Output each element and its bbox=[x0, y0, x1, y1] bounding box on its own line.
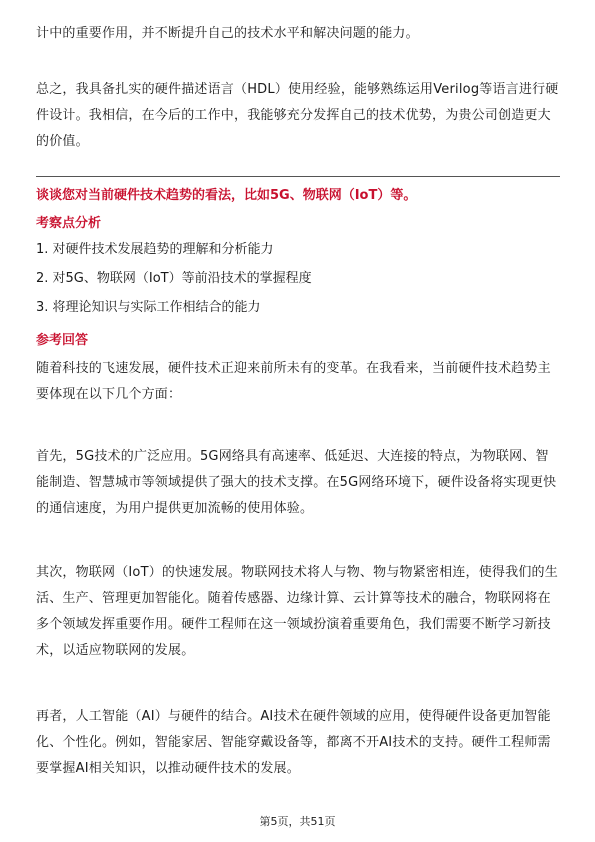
analysis-point-1: 1. 对硬件技术发展趋势的理解和分析能力 bbox=[36, 242, 274, 257]
answer-paragraph-1: 随着科技的飞速发展，硬件技术正迎来前所未有的变革。在我看来，当前硬件技术趋势主要体现在以下几个方面： bbox=[36, 361, 551, 402]
interview-question: 谈谈您对当前硬件技术趋势的看法，比如5G、物联网（IoT）等。 bbox=[36, 188, 417, 203]
summary-paragraph: 总之，我具备扎实的硬件描述语言（HDL）使用经验，能够熟练运用Verilog等语言进行硬件设计。我相信，在今后的工作中，我能够充分发挥自己的技术优势，为贵公司创造更大的价值。 bbox=[36, 82, 559, 149]
page-number-footer: 第5页，共51页 bbox=[259, 815, 336, 828]
section-divider bbox=[36, 176, 560, 177]
intro-tail-paragraph: 计中的重要作用，并不断提升自己的技术水平和解决问题的能力。 bbox=[36, 26, 419, 41]
analysis-point-2: 2. 对5G、物联网（IoT）等前沿技术的掌握程度 bbox=[36, 271, 312, 286]
analysis-title: 考察点分析 bbox=[36, 216, 102, 231]
answer-paragraph-2: 首先，5G技术的广泛应用。5G网络具有高速率、低延迟、大连接的特点，为物联网、智能制造、智慧城市等领域提供了强大的技术支撑。在5G网络环境下，硬件设备将实现更快的通信速度，为用户提供更加流畅的使用体验。 bbox=[36, 449, 557, 516]
answer-title: 参考回答 bbox=[36, 333, 89, 348]
answer-paragraph-3: 其次，物联网（IoT）的快速发展。物联网技术将人与物、物与物紧密相连，使得我们的生活、生产、管理更加智能化。随着传感器、边缘计算、云计算等技术的融合，物联网将在多个领域发挥重要作用。硬件工程师在这一领域扮演着重要角色，我们需要不断学习新技术，以适应物联网的发展。 bbox=[36, 565, 558, 658]
answer-paragraph-4: 再者，人工智能（AI）与硬件的结合。AI技术在硬件领域的应用，使得硬件设备更加智能化、个性化。例如，智能家居、智能穿戴设备等，都离不开AI技术的支持。硬件工程师需要掌握AI相关知识，以推动硬件技术的发展。 bbox=[36, 709, 551, 776]
analysis-point-3: 3. 将理论知识与实际工作相结合的能力 bbox=[36, 300, 261, 315]
